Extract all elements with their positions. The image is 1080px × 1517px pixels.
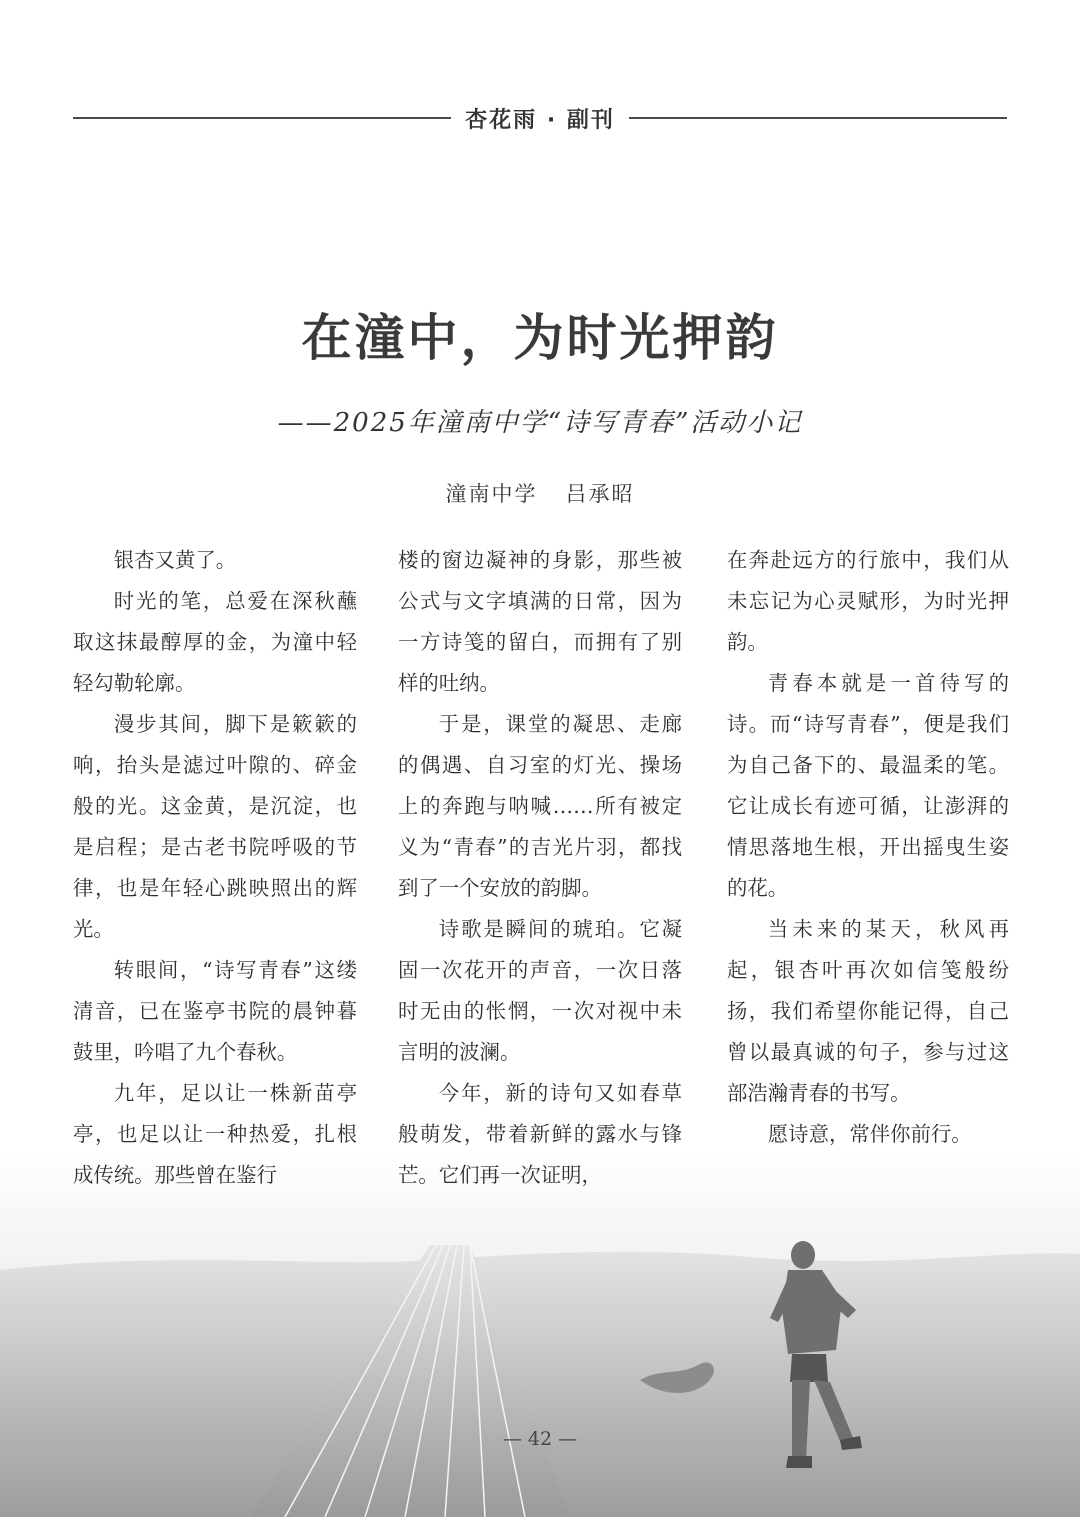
text-column-3 — [727, 540, 1009, 1155]
paragraph: 今年，新的诗句又如春草般萌发，带着新鲜的露水与锋芒。它们再一次证明， — [398, 1081, 682, 1187]
paragraph: 时光的笔，总爱在深秋蘸取这抹最醇厚的金，为潼中轻轻勾勒轮廓。 — [73, 589, 357, 695]
author-school: 潼南中学 — [445, 482, 538, 506]
paragraph: 于是，课堂的凝思、走廊的偶遇、自习室的灯光、操场上的奔跑与呐喊……所有被定义为“青春”的吉光片羽，都找到了一个安放的韵脚。 — [398, 712, 682, 900]
paragraph: 在奔赴远方的行旅中，我们从未忘记为心灵赋形，为时光押韵。 — [727, 548, 1009, 654]
paragraph: 诗歌是瞬间的琥珀。它凝固一次花开的声音，一次日落时无由的怅惘，一次对视中未言明的波澜。 — [398, 917, 682, 1064]
author-name: 吕承昭 — [565, 482, 635, 506]
paragraph: 楼的窗边凝神的身影，那些被公式与文字填满的日常，因为一方诗笺的留白，而拥有了别样的吐纳。 — [398, 548, 682, 695]
runner-on-track-illustration — [0, 1150, 1080, 1517]
paragraph: 九年，足以让一株新苗亭亭，也足以让一种热爱，扎根成传统。那些曾在鉴行 — [73, 1081, 357, 1187]
article-title: 在潼中，为时光押韵 — [301, 309, 779, 367]
header-rule-left — [73, 117, 451, 119]
text-column-2 — [398, 540, 682, 1196]
paragraph: 转眼间，“诗写青春”这缕清音，已在鉴亭书院的晨钟暮鼓里，吟唱了九个春秋。 — [73, 958, 357, 1064]
section-title: 杏花雨 · 副刊 — [465, 108, 615, 133]
text-column-1 — [73, 540, 357, 1196]
paragraph: 当未来的某天，秋风再起，银杏叶再次如信笺般纷扬，我们希望你能记得，自己曾以最真诚的句子，参与过这部浩瀚青春的书写。 — [727, 917, 1009, 1105]
page-number: — 42 — — [502, 1428, 578, 1450]
paragraph: 愿诗意，常伴你前行。 — [767, 1122, 972, 1146]
article-subtitle: ——2025年潼南中学“诗写青春”活动小记 — [277, 408, 803, 438]
paragraph: 银杏又黄了。 — [113, 548, 237, 572]
paragraph: 漫步其间，脚下是簌簌的响，抬头是滤过叶隙的、碎金般的光。这金黄，是沉淀，也是启程；是古老书院呼吸的节律，也是年轻心跳映照出的辉光。 — [73, 712, 357, 941]
page-header — [73, 103, 1007, 133]
paragraph: 青春本就是一首待写的诗。而“诗写青春”，便是我们为自己备下的、最温柔的笔。它让成长有迹可循，让澎湃的情思落地生根，开出摇曳生姿的花。 — [727, 671, 1009, 900]
header-rule-right — [629, 117, 1007, 119]
byline — [0, 478, 1080, 508]
